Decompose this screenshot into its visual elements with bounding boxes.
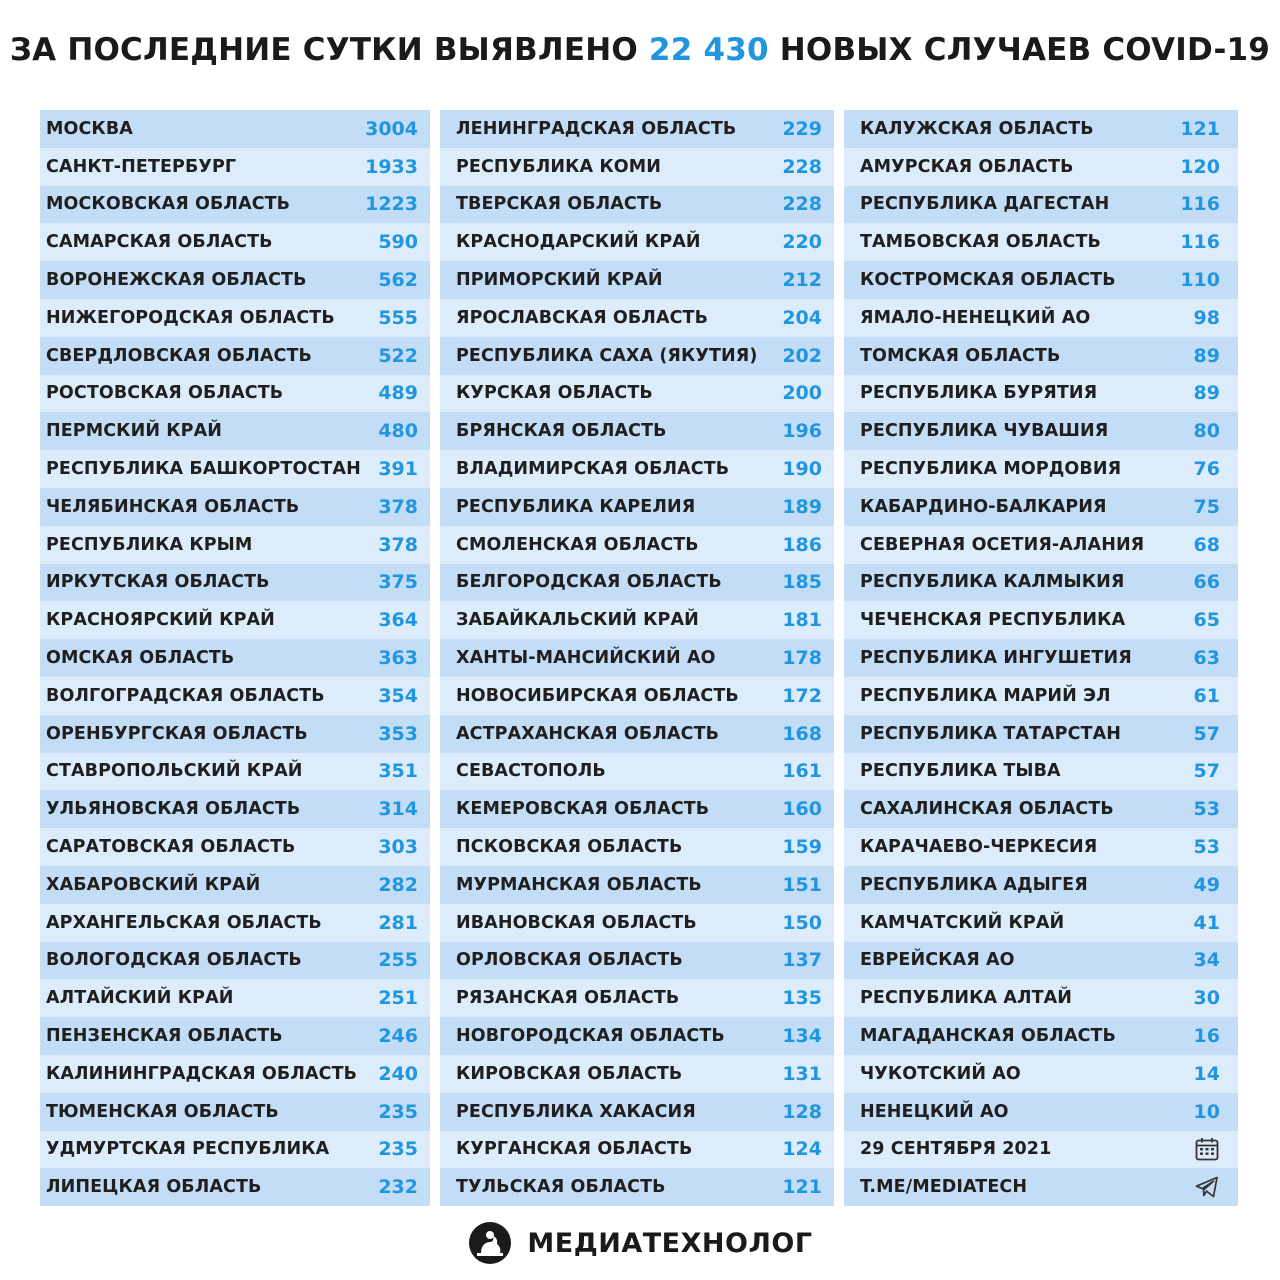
table-row bbox=[440, 1017, 834, 1055]
region-name: РЕСПУБЛИКА ЧУВАШИЯ bbox=[860, 421, 1109, 442]
case-count: 212 bbox=[782, 269, 822, 292]
region-name: КАЛУЖСКАЯ ОБЛАСТЬ bbox=[860, 118, 1094, 139]
region-name: НОВОСИБИРСКАЯ ОБЛАСТЬ bbox=[456, 685, 739, 706]
region-name: КАМЧАТСКИЙ КРАЙ bbox=[860, 912, 1065, 933]
region-name: ПСКОВСКАЯ ОБЛАСТЬ bbox=[456, 837, 683, 858]
region-name: КАЛИНИНГРАДСКАЯ ОБЛАСТЬ bbox=[46, 1063, 358, 1084]
table-row bbox=[40, 1055, 430, 1093]
table-row bbox=[40, 828, 430, 866]
region-name: ЯМАЛО-НЕНЕЦКИЙ АО bbox=[860, 307, 1091, 328]
table-row bbox=[40, 450, 430, 488]
calendar-icon bbox=[1194, 1136, 1220, 1162]
case-count: 120 bbox=[1180, 155, 1220, 178]
case-count: 375 bbox=[378, 571, 418, 594]
case-count: 116 bbox=[1180, 231, 1220, 254]
region-name: РЕСПУБЛИКА МОРДОВИЯ bbox=[860, 459, 1122, 480]
table-row bbox=[40, 375, 430, 413]
case-count: 121 bbox=[782, 1176, 822, 1199]
case-count: 14 bbox=[1193, 1062, 1220, 1085]
region-name: РЕСПУБЛИКА БАШКОРТОСТАН bbox=[46, 459, 361, 480]
region-name: КАРАЧАЕВО-ЧЕРКЕСИЯ bbox=[860, 837, 1098, 858]
table-row bbox=[844, 337, 1238, 375]
region-name: САРАТОВСКАЯ ОБЛАСТЬ bbox=[46, 837, 296, 858]
table-row bbox=[440, 601, 834, 639]
case-count: 229 bbox=[782, 117, 822, 140]
region-name: ЛЕНИНГРАДСКАЯ ОБЛАСТЬ bbox=[456, 118, 737, 139]
case-count: 303 bbox=[378, 836, 418, 859]
case-count: 80 bbox=[1193, 420, 1220, 443]
table-row bbox=[844, 223, 1238, 261]
case-count: 391 bbox=[378, 458, 418, 481]
case-count: 363 bbox=[378, 647, 418, 670]
case-count: 1223 bbox=[365, 193, 418, 216]
table-row bbox=[844, 564, 1238, 602]
table-row bbox=[440, 753, 834, 791]
channel-row[interactable] bbox=[844, 1168, 1238, 1206]
case-count: 364 bbox=[378, 609, 418, 632]
region-name: КЕМЕРОВСКАЯ ОБЛАСТЬ bbox=[456, 799, 710, 820]
region-name: САХАЛИНСКАЯ ОБЛАСТЬ bbox=[860, 799, 1114, 820]
region-name: РОСТОВСКАЯ ОБЛАСТЬ bbox=[46, 383, 284, 404]
case-count: 314 bbox=[378, 798, 418, 821]
case-count: 128 bbox=[782, 1100, 822, 1123]
case-count: 181 bbox=[782, 609, 822, 632]
footer bbox=[0, 1218, 1280, 1268]
region-name: ИРКУТСКАЯ ОБЛАСТЬ bbox=[46, 572, 270, 593]
case-count: 41 bbox=[1193, 911, 1220, 934]
table-row bbox=[844, 1017, 1238, 1055]
table-row bbox=[40, 677, 430, 715]
region-name: РЕСПУБЛИКА КОМИ bbox=[456, 156, 661, 177]
region-name: КАБАРДИНО-БАЛКАРИЯ bbox=[860, 496, 1107, 517]
table-row bbox=[844, 526, 1238, 564]
headline-count: 22 430 bbox=[648, 32, 769, 68]
table-row bbox=[440, 299, 834, 337]
table-row bbox=[40, 1168, 430, 1206]
region-name: СЕВАСТОПОЛЬ bbox=[456, 761, 606, 782]
region-name: РЕСПУБЛИКА ТЫВА bbox=[860, 761, 1061, 782]
table-row bbox=[844, 488, 1238, 526]
table-row bbox=[844, 110, 1238, 148]
region-name: СВЕРДЛОВСКАЯ ОБЛАСТЬ bbox=[46, 345, 312, 366]
case-count: 378 bbox=[378, 495, 418, 518]
case-count: 590 bbox=[378, 231, 418, 254]
case-count: 61 bbox=[1193, 684, 1220, 707]
table-row bbox=[40, 866, 430, 904]
case-count: 75 bbox=[1193, 495, 1220, 518]
table-row bbox=[844, 1055, 1238, 1093]
table-row bbox=[440, 866, 834, 904]
table-row bbox=[440, 110, 834, 148]
table-row bbox=[844, 186, 1238, 224]
table-row bbox=[844, 450, 1238, 488]
region-name: САНКТ-ПЕТЕРБУРГ bbox=[46, 156, 237, 177]
region-name: ТОМСКАЯ ОБЛАСТЬ bbox=[860, 345, 1061, 366]
region-name: ВОЛГОГРАДСКАЯ ОБЛАСТЬ bbox=[46, 685, 325, 706]
region-name: РЕСПУБЛИКА ХАКАСИЯ bbox=[456, 1101, 696, 1122]
case-count: 378 bbox=[378, 533, 418, 556]
table-column-1 bbox=[40, 110, 430, 1207]
region-name: МУРМАНСКАЯ ОБЛАСТЬ bbox=[456, 874, 702, 895]
case-count: 16 bbox=[1193, 1025, 1220, 1048]
table-row bbox=[844, 1093, 1238, 1131]
case-count: 160 bbox=[782, 798, 822, 821]
region-name: ВЛАДИМИРСКАЯ ОБЛАСТЬ bbox=[456, 459, 730, 480]
region-name: СТАВРОПОЛЬСКИЙ КРАЙ bbox=[46, 761, 303, 782]
region-name: ИВАНОВСКАЯ ОБЛАСТЬ bbox=[456, 912, 697, 933]
case-count: 200 bbox=[782, 382, 822, 405]
table-row bbox=[440, 1168, 834, 1206]
case-count: 351 bbox=[378, 760, 418, 783]
case-count: 282 bbox=[378, 873, 418, 896]
case-count: 98 bbox=[1193, 306, 1220, 329]
region-name: МОСКВА bbox=[46, 118, 133, 139]
headline-suffix: НОВЫХ СЛУЧАЕВ COVID-19 bbox=[779, 32, 1271, 68]
case-count: 480 bbox=[378, 420, 418, 443]
table-row bbox=[844, 639, 1238, 677]
table-row bbox=[440, 715, 834, 753]
cases-table bbox=[40, 110, 1238, 1207]
case-count: 190 bbox=[782, 458, 822, 481]
case-count: 186 bbox=[782, 533, 822, 556]
table-row bbox=[440, 904, 834, 942]
region-name: ЧУКОТСКИЙ АО bbox=[860, 1063, 1021, 1084]
brand-name: МЕДИАТЕХНОЛОГ bbox=[527, 1227, 813, 1259]
table-row bbox=[440, 450, 834, 488]
case-count: 10 bbox=[1193, 1100, 1220, 1123]
case-count: 57 bbox=[1193, 722, 1220, 745]
case-count: 555 bbox=[378, 306, 418, 329]
case-count: 204 bbox=[782, 306, 822, 329]
table-row bbox=[844, 375, 1238, 413]
case-count: 196 bbox=[782, 420, 822, 443]
case-count: 178 bbox=[782, 647, 822, 670]
case-count: 89 bbox=[1193, 344, 1220, 367]
region-name: РЕСПУБЛИКА КАЛМЫКИЯ bbox=[860, 572, 1125, 593]
case-count: 53 bbox=[1193, 798, 1220, 821]
table-row bbox=[440, 261, 834, 299]
table-row bbox=[40, 186, 430, 224]
case-count: 76 bbox=[1193, 458, 1220, 481]
case-count: 65 bbox=[1193, 609, 1220, 632]
case-count: 66 bbox=[1193, 571, 1220, 594]
region-name: ПРИМОРСКИЙ КРАЙ bbox=[456, 270, 663, 291]
region-name: РЯЗАНСКАЯ ОБЛАСТЬ bbox=[456, 988, 680, 1009]
table-row bbox=[40, 753, 430, 791]
region-name: РЕСПУБЛИКА БУРЯТИЯ bbox=[860, 383, 1098, 404]
region-name: БЕЛГОРОДСКАЯ ОБЛАСТЬ bbox=[456, 572, 722, 593]
table-row bbox=[844, 979, 1238, 1017]
region-name: ВОРОНЕЖСКАЯ ОБЛАСТЬ bbox=[46, 270, 307, 291]
table-row bbox=[40, 564, 430, 602]
table-row bbox=[844, 866, 1238, 904]
region-name: ТЮМЕНСКАЯ ОБЛАСТЬ bbox=[46, 1101, 279, 1122]
channel-link[interactable]: T.ME/MEDIATECH bbox=[860, 1177, 1028, 1198]
case-count: 161 bbox=[782, 760, 822, 783]
table-row bbox=[440, 526, 834, 564]
region-name: РЕСПУБЛИКА АЛТАЙ bbox=[860, 988, 1073, 1009]
region-name: СЕВЕРНАЯ ОСЕТИЯ-АЛАНИЯ bbox=[860, 534, 1145, 555]
case-count: 240 bbox=[378, 1062, 418, 1085]
region-name: НИЖЕГОРОДСКАЯ ОБЛАСТЬ bbox=[46, 307, 335, 328]
table-row bbox=[844, 828, 1238, 866]
case-count: 68 bbox=[1193, 533, 1220, 556]
region-name: ЕВРЕЙСКАЯ АО bbox=[860, 950, 1015, 971]
case-count: 255 bbox=[378, 949, 418, 972]
case-count: 251 bbox=[378, 987, 418, 1010]
headline bbox=[0, 32, 1280, 68]
table-row bbox=[40, 942, 430, 980]
table-row bbox=[440, 375, 834, 413]
region-name: РЕСПУБЛИКА КАРЕЛИЯ bbox=[456, 496, 696, 517]
table-row bbox=[40, 979, 430, 1017]
table-row bbox=[440, 979, 834, 1017]
table-row bbox=[440, 828, 834, 866]
telegram-icon bbox=[1194, 1174, 1220, 1200]
date-row bbox=[844, 1131, 1238, 1169]
table-row bbox=[844, 148, 1238, 186]
region-name: РЕСПУБЛИКА ИНГУШЕТИЯ bbox=[860, 648, 1132, 669]
region-name: ТУЛЬСКАЯ ОБЛАСТЬ bbox=[456, 1177, 666, 1198]
region-name: АРХАНГЕЛЬСКАЯ ОБЛАСТЬ bbox=[46, 912, 322, 933]
table-column-3 bbox=[844, 110, 1238, 1207]
case-count: 131 bbox=[782, 1062, 822, 1085]
table-row bbox=[40, 488, 430, 526]
region-name: КУРГАНСКАЯ ОБЛАСТЬ bbox=[456, 1139, 693, 1160]
region-name: МАГАДАНСКАЯ ОБЛАСТЬ bbox=[860, 1026, 1117, 1047]
table-row bbox=[440, 337, 834, 375]
table-row bbox=[40, 1131, 430, 1169]
table-row bbox=[844, 904, 1238, 942]
case-count: 49 bbox=[1193, 873, 1220, 896]
table-row bbox=[844, 299, 1238, 337]
table-row bbox=[440, 639, 834, 677]
region-name: САМАРСКАЯ ОБЛАСТЬ bbox=[46, 232, 273, 253]
mediatech-logo-icon bbox=[467, 1220, 513, 1266]
region-name: АЛТАЙСКИЙ КРАЙ bbox=[46, 988, 234, 1009]
region-name: КОСТРОМСКАЯ ОБЛАСТЬ bbox=[860, 270, 1116, 291]
region-name: УДМУРТСКАЯ РЕСПУБЛИКА bbox=[46, 1139, 330, 1160]
case-count: 89 bbox=[1193, 382, 1220, 405]
case-count: 235 bbox=[378, 1138, 418, 1161]
case-count: 151 bbox=[782, 873, 822, 896]
table-row bbox=[440, 488, 834, 526]
table-row bbox=[844, 412, 1238, 450]
table-row bbox=[40, 110, 430, 148]
case-count: 124 bbox=[782, 1138, 822, 1161]
region-name: МОСКОВСКАЯ ОБЛАСТЬ bbox=[46, 194, 291, 215]
case-count: 281 bbox=[378, 911, 418, 934]
table-row bbox=[440, 564, 834, 602]
case-count: 1933 bbox=[365, 155, 418, 178]
region-name: КУРСКАЯ ОБЛАСТЬ bbox=[456, 383, 653, 404]
case-count: 3004 bbox=[365, 117, 418, 140]
case-count: 63 bbox=[1193, 647, 1220, 670]
region-name: БРЯНСКАЯ ОБЛАСТЬ bbox=[456, 421, 667, 442]
case-count: 232 bbox=[378, 1176, 418, 1199]
case-count: 246 bbox=[378, 1025, 418, 1048]
region-name: ПЕНЗЕНСКАЯ ОБЛАСТЬ bbox=[46, 1026, 283, 1047]
table-row bbox=[40, 148, 430, 186]
table-row bbox=[440, 223, 834, 261]
region-name: РЕСПУБЛИКА МАРИЙ ЭЛ bbox=[860, 685, 1111, 706]
case-count: 235 bbox=[378, 1100, 418, 1123]
case-count: 134 bbox=[782, 1025, 822, 1048]
case-count: 116 bbox=[1180, 193, 1220, 216]
case-count: 135 bbox=[782, 987, 822, 1010]
table-row bbox=[844, 753, 1238, 791]
table-row bbox=[40, 904, 430, 942]
table-row bbox=[440, 677, 834, 715]
region-name: ЗАБАЙКАЛЬСКИЙ КРАЙ bbox=[456, 610, 699, 631]
case-count: 354 bbox=[378, 684, 418, 707]
case-count: 522 bbox=[378, 344, 418, 367]
table-row bbox=[440, 148, 834, 186]
table-row bbox=[440, 1131, 834, 1169]
region-name: РЕСПУБЛИКА САХА (ЯКУТИЯ) bbox=[456, 345, 758, 366]
region-name: ТАМБОВСКАЯ ОБЛАСТЬ bbox=[860, 232, 1101, 253]
table-row bbox=[440, 1055, 834, 1093]
case-count: 121 bbox=[1180, 117, 1220, 140]
region-name: ХАНТЫ-МАНСИЙСКИЙ АО bbox=[456, 648, 716, 669]
table-row bbox=[440, 186, 834, 224]
table-row bbox=[844, 261, 1238, 299]
table-row bbox=[40, 337, 430, 375]
table-row bbox=[40, 223, 430, 261]
case-count: 172 bbox=[782, 684, 822, 707]
table-row bbox=[40, 601, 430, 639]
region-name: КРАСНОДАРСКИЙ КРАЙ bbox=[456, 232, 701, 253]
region-name: УЛЬЯНОВСКАЯ ОБЛАСТЬ bbox=[46, 799, 301, 820]
case-count: 353 bbox=[378, 722, 418, 745]
table-row bbox=[40, 412, 430, 450]
table-row bbox=[440, 942, 834, 980]
region-name: ОРЕНБУРГСКАЯ ОБЛАСТЬ bbox=[46, 723, 308, 744]
region-name: РЕСПУБЛИКА АДЫГЕЯ bbox=[860, 874, 1088, 895]
case-count: 220 bbox=[782, 231, 822, 254]
headline-prefix: ЗА ПОСЛЕДНИЕ СУТКИ ВЫЯВЛЕНО bbox=[9, 32, 638, 68]
case-count: 168 bbox=[782, 722, 822, 745]
region-name: КИРОВСКАЯ ОБЛАСТЬ bbox=[456, 1063, 683, 1084]
region-name: ЧЕЧЕНСКАЯ РЕСПУБЛИКА bbox=[860, 610, 1126, 631]
table-column-2 bbox=[440, 110, 834, 1207]
table-row bbox=[40, 1017, 430, 1055]
region-name: ТВЕРСКАЯ ОБЛАСТЬ bbox=[456, 194, 663, 215]
table-row bbox=[844, 790, 1238, 828]
case-count: 110 bbox=[1180, 269, 1220, 292]
case-count: 34 bbox=[1193, 949, 1220, 972]
table-row bbox=[440, 412, 834, 450]
table-row bbox=[844, 677, 1238, 715]
region-name: РЕСПУБЛИКА ТАТАРСТАН bbox=[860, 723, 1121, 744]
table-row bbox=[40, 299, 430, 337]
case-count: 150 bbox=[782, 911, 822, 934]
table-row bbox=[440, 790, 834, 828]
region-name: ХАБАРОВСКИЙ КРАЙ bbox=[46, 874, 261, 895]
case-count: 159 bbox=[782, 836, 822, 859]
case-count: 202 bbox=[782, 344, 822, 367]
case-count: 53 bbox=[1193, 836, 1220, 859]
case-count: 137 bbox=[782, 949, 822, 972]
case-count: 562 bbox=[378, 269, 418, 292]
case-count: 228 bbox=[782, 193, 822, 216]
region-name: ВОЛОГОДСКАЯ ОБЛАСТЬ bbox=[46, 950, 302, 971]
region-name: ЧЕЛЯБИНСКАЯ ОБЛАСТЬ bbox=[46, 496, 300, 517]
region-name: АСТРАХАНСКАЯ ОБЛАСТЬ bbox=[456, 723, 720, 744]
region-name: АМУРСКАЯ ОБЛАСТЬ bbox=[860, 156, 1074, 177]
table-row bbox=[440, 1093, 834, 1131]
case-count: 57 bbox=[1193, 760, 1220, 783]
case-count: 30 bbox=[1193, 987, 1220, 1010]
region-name: ПЕРМСКИЙ КРАЙ bbox=[46, 421, 222, 442]
table-row bbox=[40, 715, 430, 753]
table-row bbox=[844, 601, 1238, 639]
region-name: ЯРОСЛАВСКАЯ ОБЛАСТЬ bbox=[456, 307, 709, 328]
case-count: 189 bbox=[782, 495, 822, 518]
table-row bbox=[844, 942, 1238, 980]
case-count: 489 bbox=[378, 382, 418, 405]
table-row bbox=[40, 790, 430, 828]
region-name: РЕСПУБЛИКА КРЫМ bbox=[46, 534, 253, 555]
date-label: 29 СЕНТЯБРЯ 2021 bbox=[860, 1139, 1052, 1160]
region-name: КРАСНОЯРСКИЙ КРАЙ bbox=[46, 610, 275, 631]
table-row bbox=[40, 526, 430, 564]
case-count: 228 bbox=[782, 155, 822, 178]
case-count: 185 bbox=[782, 571, 822, 594]
region-name: ОМСКАЯ ОБЛАСТЬ bbox=[46, 648, 235, 669]
table-row bbox=[40, 639, 430, 677]
region-name: ОРЛОВСКАЯ ОБЛАСТЬ bbox=[456, 950, 683, 971]
table-row bbox=[40, 261, 430, 299]
region-name: РЕСПУБЛИКА ДАГЕСТАН bbox=[860, 194, 1110, 215]
region-name: НОВГОРОДСКАЯ ОБЛАСТЬ bbox=[456, 1026, 725, 1047]
region-name: НЕНЕЦКИЙ АО bbox=[860, 1101, 1009, 1122]
region-name: СМОЛЕНСКАЯ ОБЛАСТЬ bbox=[456, 534, 699, 555]
region-name: ЛИПЕЦКАЯ ОБЛАСТЬ bbox=[46, 1177, 262, 1198]
table-row bbox=[844, 715, 1238, 753]
table-row bbox=[40, 1093, 430, 1131]
